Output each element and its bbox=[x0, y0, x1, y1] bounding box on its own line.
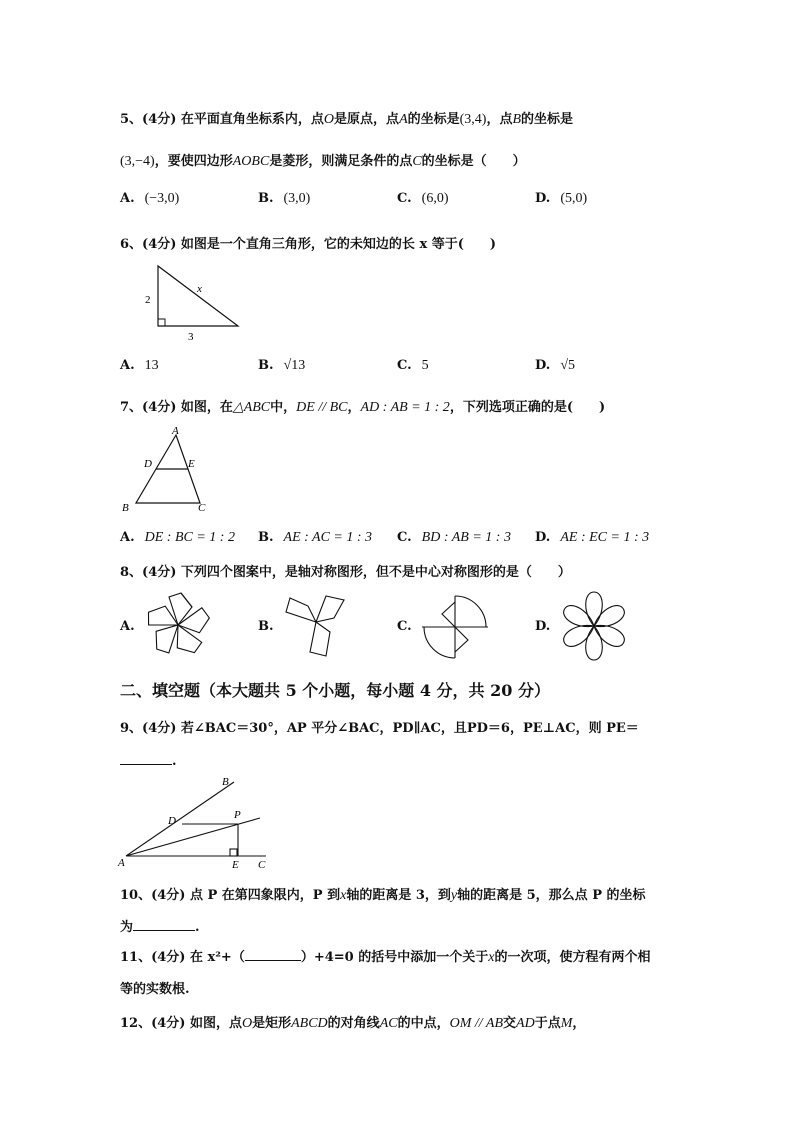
ray-ab bbox=[126, 782, 234, 856]
section-heading-fill-in: 二、填空题（本大题共 5 个小题，每小题 4 分，共 20 分） bbox=[120, 681, 550, 700]
q8-figure-a-pinwheel-star bbox=[144, 591, 212, 659]
q6-option-d[interactable]: D. √5 bbox=[535, 358, 576, 373]
q6-option-c[interactable]: C. 5 bbox=[397, 358, 429, 373]
right-angle-mark bbox=[230, 849, 237, 856]
label-d: D bbox=[144, 458, 152, 470]
label-a: A bbox=[118, 857, 125, 869]
q7-option-d[interactable]: D. AE : EC = 1 : 3 bbox=[535, 530, 650, 545]
star-arm bbox=[169, 593, 192, 625]
q7-triangle-figure bbox=[118, 425, 218, 513]
q6-stem: 6、(4分) 如图是一个直角三角形，它的未知边的长 x 等于( ) bbox=[120, 237, 497, 252]
triangle-shape bbox=[158, 266, 238, 326]
rhombus bbox=[316, 596, 344, 622]
q6-right-triangle-figure bbox=[140, 262, 250, 344]
q5-option-c[interactable]: C. (6,0) bbox=[397, 191, 449, 206]
petal bbox=[586, 626, 603, 660]
q8-figure-b-three-rhombi bbox=[280, 592, 352, 658]
q7-option-a[interactable]: A. DE : BC = 1 : 2 bbox=[120, 530, 235, 545]
q8-option-c[interactable]: C. bbox=[397, 619, 412, 634]
q8-figure-c-pinwheel bbox=[420, 594, 490, 660]
q5-option-b[interactable]: B. (3,0) bbox=[258, 191, 311, 206]
label-hyp-x: x bbox=[197, 283, 202, 295]
label-c: C bbox=[258, 859, 266, 871]
rhombus bbox=[286, 598, 316, 622]
q5-line1: 5、(4分) 在平面直角坐标系内，点O是原点，点A的坐标是(3,4)，点B的坐标是 bbox=[120, 112, 574, 127]
q8-option-b[interactable]: B. bbox=[258, 619, 274, 634]
q8-stem: 8、(4分) 下列四个图案中，是轴对称图形，但不是中心对称图形的是（ ） bbox=[120, 565, 571, 580]
q11-line1: 11、(4分) 在 x²+（ ）+4=0 的括号中添加一个关于x的一次项，使方程有两个相 bbox=[120, 950, 651, 965]
label-a: A bbox=[172, 425, 179, 437]
petal bbox=[586, 592, 603, 626]
q9-angle-figure bbox=[116, 772, 276, 872]
q10-answer-blank[interactable] bbox=[133, 918, 195, 931]
q10-line1: 10、(4分) 点 P 在第四象限内，P 到x轴的距离是 3，到y轴的距离是 5，那么点 P 的坐标 bbox=[120, 888, 646, 903]
q8-option-a[interactable]: A. bbox=[120, 619, 135, 634]
q5-line2: (3,−4)，要使四边形AOBC是菱形，则满足条件的点C的坐标是（ ） bbox=[120, 154, 526, 169]
q10-line2: 为 . bbox=[120, 920, 200, 935]
q7-option-c[interactable]: C. BD : AB = 1 : 3 bbox=[397, 530, 511, 545]
rhombus bbox=[310, 622, 330, 656]
label-b: B bbox=[222, 776, 229, 788]
q6-option-a[interactable]: A. 13 bbox=[120, 358, 159, 373]
q5-option-a[interactable]: A. (−3,0) bbox=[120, 191, 180, 206]
q11-line2: 等的实数根. bbox=[120, 982, 190, 997]
q9-line2: . bbox=[120, 752, 177, 769]
q11-answer-blank[interactable] bbox=[245, 948, 301, 961]
label-e: E bbox=[232, 859, 239, 871]
q12-line1: 12、(4分) 如图，点O是矩形ABCD的对角线AC的中点，OM // AB交AD于点M， bbox=[120, 1016, 586, 1031]
label-e: E bbox=[188, 458, 195, 470]
quarter-arc bbox=[455, 596, 486, 627]
q7-option-b[interactable]: B. AE : AC = 1 : 3 bbox=[258, 530, 373, 545]
q9-line1: 9、(4分) 若∠BAC＝30°，AP 平分∠BAC，PD∥AC，且PD＝6，PE⊥AC，则 PE＝ bbox=[120, 721, 639, 736]
q6-option-b[interactable]: B. √13 bbox=[258, 358, 306, 373]
label-side-3: 3 bbox=[188, 331, 194, 343]
label-side-2: 2 bbox=[145, 294, 151, 306]
label-c: C bbox=[198, 502, 206, 514]
label-b: B bbox=[122, 502, 129, 514]
q8-option-d[interactable]: D. bbox=[535, 619, 551, 634]
right-angle-mark bbox=[158, 319, 165, 326]
q8-figure-d-six-petal-flower bbox=[558, 590, 630, 662]
label-d: D bbox=[168, 815, 176, 827]
q7-stem: 7、(4分) 如图，在△ABC中，DE // BC，AD : AB = 1 : 2，下列选项正确的是( ) bbox=[120, 400, 606, 415]
quarter-arc bbox=[424, 627, 455, 658]
q5-option-d[interactable]: D. (5,0) bbox=[535, 191, 588, 206]
q9-answer-blank[interactable] bbox=[120, 752, 172, 765]
label-p: P bbox=[234, 809, 241, 821]
